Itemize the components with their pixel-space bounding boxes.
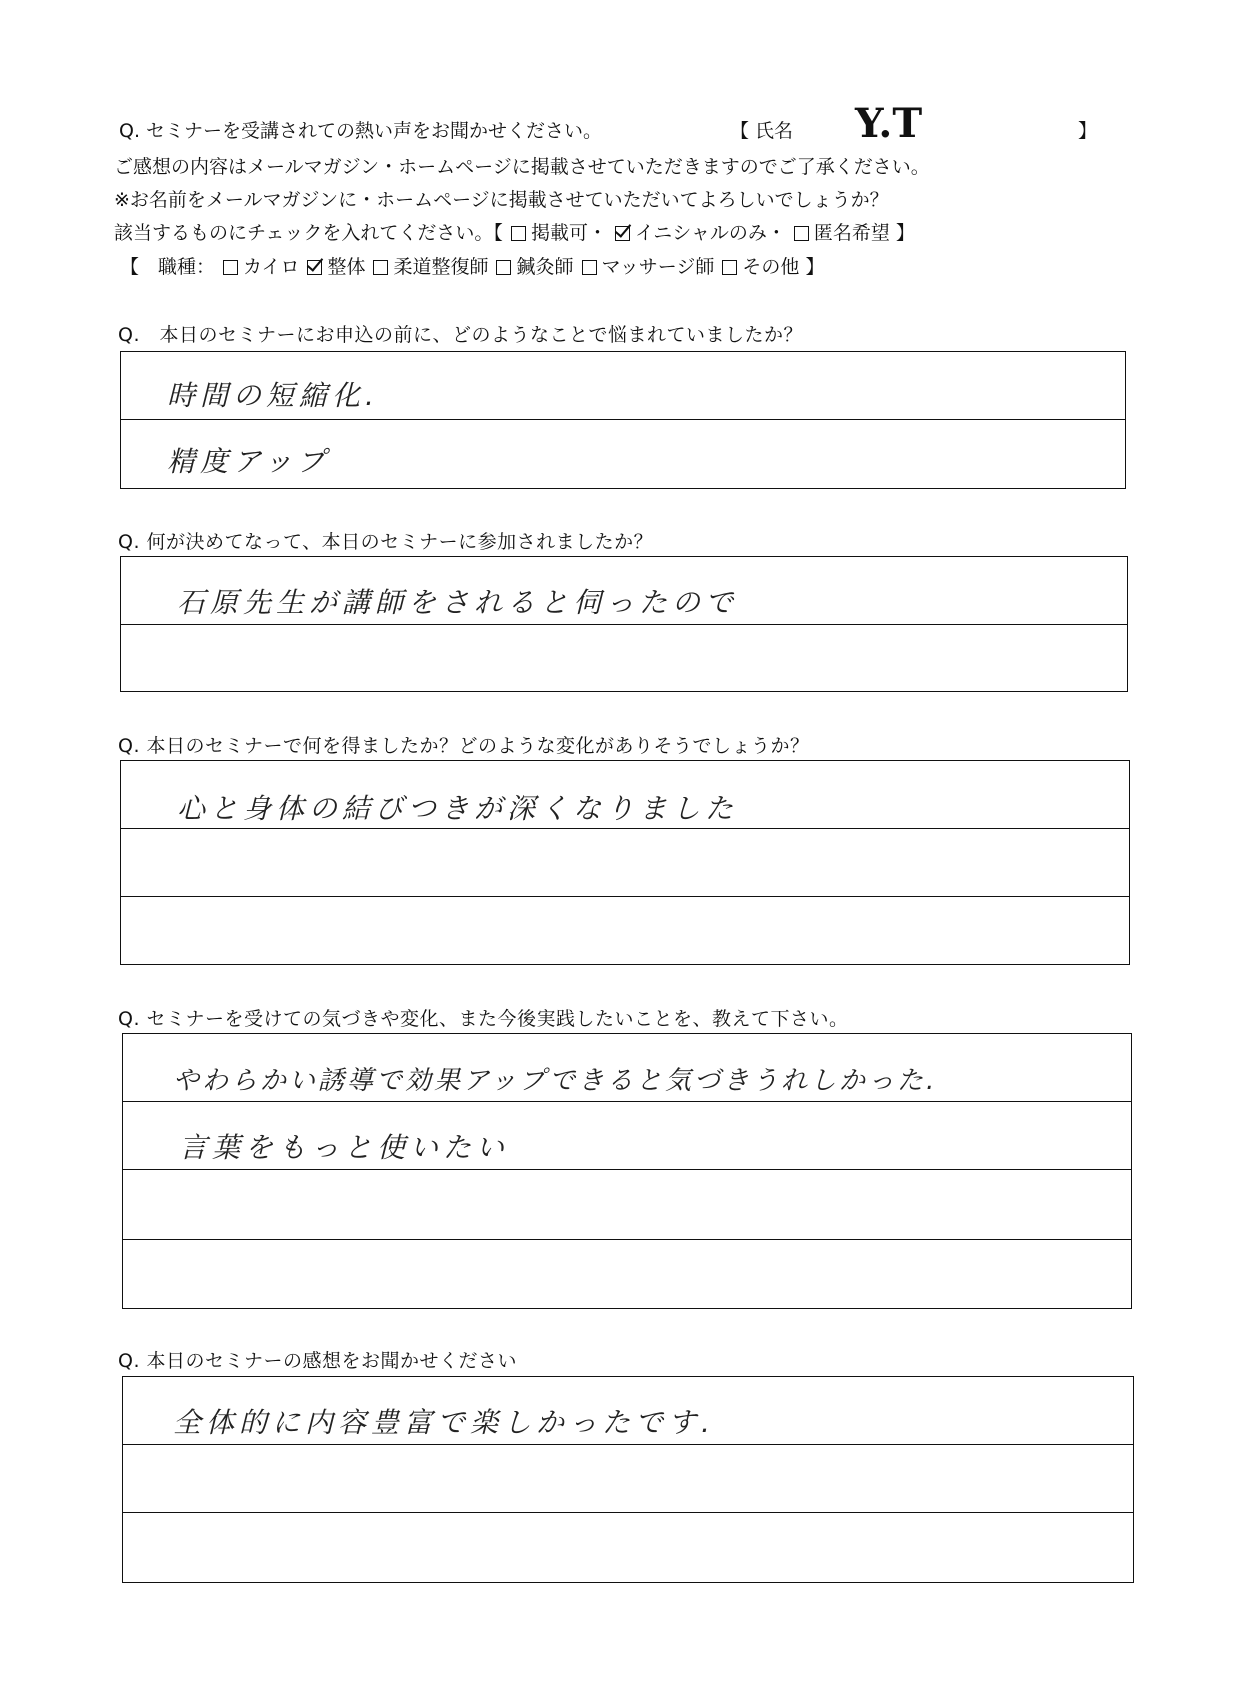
acupuncture-checkbox[interactable] xyxy=(496,260,511,275)
name-label: 【 氏名 xyxy=(730,120,794,142)
question-2-answer-1[interactable]: 石原先生が講師をされると伺ったので xyxy=(177,586,739,619)
seitai-label: 整体 xyxy=(327,256,366,278)
question-4-label: Q. セミナーを受けての気づきや変化、また今後実践したいことを、教えて下さい。 xyxy=(118,1008,849,1030)
answer-rule xyxy=(123,1169,1131,1170)
answer-rule xyxy=(123,1239,1131,1240)
initials-checkbox[interactable] xyxy=(615,226,630,241)
question-4-answer-1[interactable]: やわらかい誘導で効果アップできると気づきうれしかった. xyxy=(173,1066,938,1096)
question-1-label: Q. 本日のセミナーにお申込の前に、どのようなことで悩まれていましたか？ xyxy=(118,324,803,346)
judo-label: 柔道整復師 xyxy=(393,256,489,278)
publication-notice: ご感想の内容はメールマガジン・ホームページに掲載させていただきますのでご了承ください。 xyxy=(114,156,930,178)
check-intro: 該当するものにチェックを入れてください。【 xyxy=(114,222,503,244)
question-2-label: Q. 何が決めてなって、本日のセミナーに参加されましたか？ xyxy=(118,531,654,553)
judo-checkbox[interactable] xyxy=(373,260,388,275)
answer-rule xyxy=(121,624,1127,625)
publish-label: 掲載可・ xyxy=(530,222,607,244)
check-close: 】 xyxy=(895,222,915,244)
question-4-answer-2[interactable]: 言葉をもっと使いたい xyxy=(179,1131,510,1164)
chiro-label: カイロ xyxy=(243,256,300,278)
question-1-answer-box xyxy=(120,351,1126,489)
massage-label: マッサージ師 xyxy=(601,256,715,278)
publish-checkbox[interactable] xyxy=(511,226,526,241)
massage-checkbox[interactable] xyxy=(582,260,597,275)
chiro-checkbox[interactable] xyxy=(223,260,238,275)
seitai-checkbox[interactable] xyxy=(307,260,322,275)
question-3-label: Q. 本日のセミナーで何を得ましたか？どのような変化がありそうでしょうか？ xyxy=(118,735,810,757)
name-close: 】 xyxy=(1078,120,1098,142)
name-value: Y.T xyxy=(855,100,923,147)
occupation-options xyxy=(120,258,824,277)
question-5-answer-box xyxy=(122,1376,1134,1583)
question-1-answer-2[interactable]: 精度アップ xyxy=(167,445,331,478)
question-4-answer-box xyxy=(122,1033,1132,1309)
header-question: Q. セミナーを受講されての熱い声をお聞かせください。 xyxy=(119,120,603,142)
question-5-label: Q. 本日のセミナーの感想をお聞かせください xyxy=(118,1350,518,1372)
anonymous-checkbox[interactable] xyxy=(794,226,809,241)
other-checkbox[interactable] xyxy=(722,260,737,275)
acupuncture-label: 鍼灸師 xyxy=(516,256,574,278)
question-3-answer-1[interactable]: 心と身体の結びつきが深くなりました xyxy=(177,792,739,825)
question-3-answer-box xyxy=(120,760,1130,965)
other-label: その他 xyxy=(742,256,800,278)
answer-rule xyxy=(123,1444,1133,1445)
question-2-answer-box xyxy=(120,556,1128,692)
initials-label: イニシャルのみ・ xyxy=(634,222,786,244)
occupation-label: 【 職種： xyxy=(120,256,216,278)
question-1-answer-1[interactable]: 時間の短縮化. xyxy=(167,379,379,412)
answer-rule xyxy=(123,1101,1131,1102)
answer-rule xyxy=(123,1512,1133,1513)
permission-question: ※お名前をメールマガジンに・ホームページに掲載させていただいてよろしいでしょうか？ xyxy=(114,189,889,211)
answer-rule xyxy=(121,419,1125,420)
answer-rule xyxy=(121,896,1129,897)
question-5-answer-1[interactable]: 全体的に内容豊富で楽しかったです. xyxy=(173,1406,715,1439)
answer-rule xyxy=(121,828,1129,829)
publication-options xyxy=(114,224,915,243)
occupation-close: 】 xyxy=(805,256,825,278)
anonymous-label: 匿名希望 xyxy=(813,222,890,244)
